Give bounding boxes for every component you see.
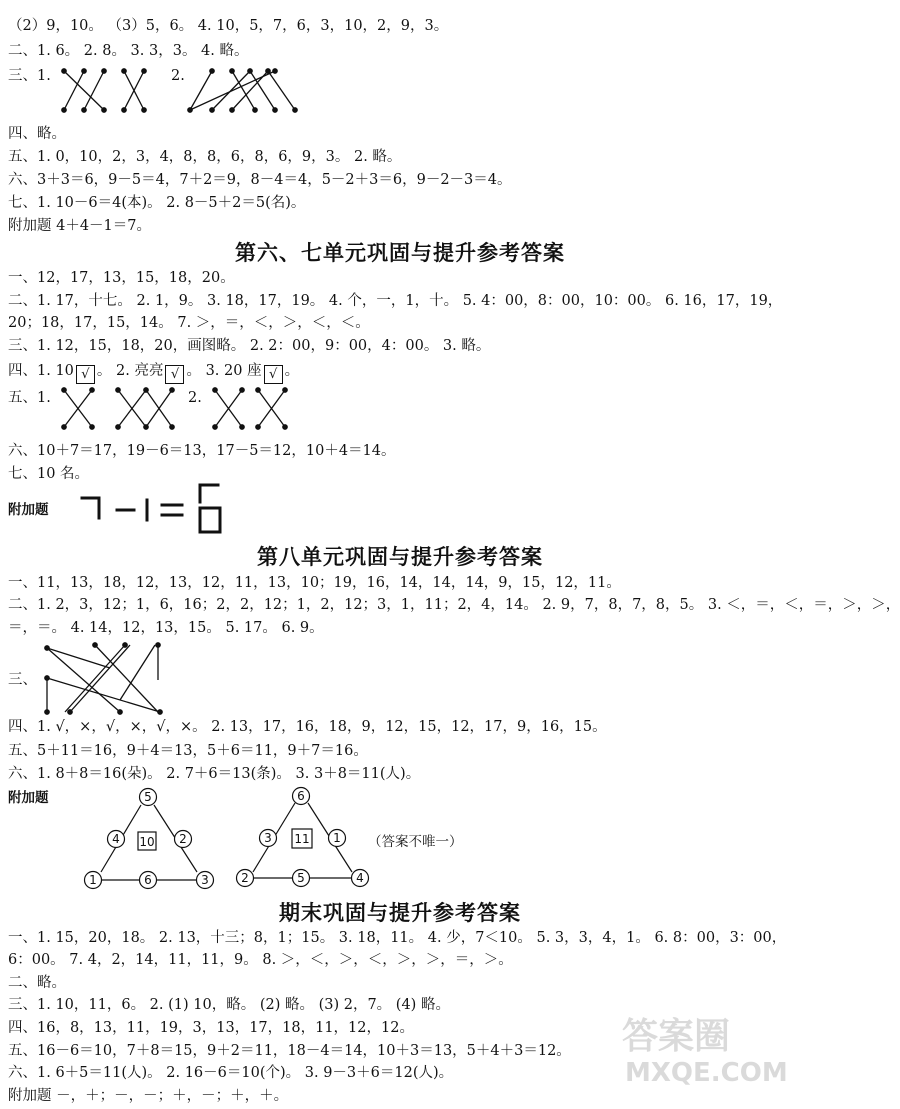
triangle-number: 2 [179,832,187,846]
triangle-number: 4 [112,832,120,846]
section-label: 2. [171,68,185,84]
triangle-number: 5 [297,871,305,885]
answer-line: 二、1. 6。 2. 8。 3. 3，3。 4. 略。 [8,43,249,59]
watermark-logo: 答案圈 [622,1016,731,1057]
watermark-url: MXQE.COM [625,1058,788,1088]
triangle-number: 1 [89,873,97,887]
answer-line: 三、1. 10，11，6。 2. (1) 10，略。 (2) 略。 (3) 2，7。 (4) 略。 [8,997,450,1013]
answer-line: 三、 [8,672,37,688]
triangle-number: 1 [333,831,341,845]
triangle-number: 4 [356,871,364,885]
answer-note: （答案不唯一） [368,834,463,850]
check-box: √ [165,365,184,384]
triangle-sum: 11 [294,832,310,846]
answer-line: 六、1. 8＋8＝16(朵)。 2. 7＋6＝13(条)。 3. 3＋8＝11(人)。 [8,766,421,782]
answer-line: 四、16，8，13，11，19，3，13，17，18，11，12，12。 [8,1020,414,1036]
section-label: 三、1. [8,68,51,84]
section-title: 第八单元巩固与提升参考答案 [257,544,543,569]
answer-line: 四、略。 [8,126,66,142]
answer-line: 三、1. 12，15，18，20，画图略。 2. 2：00，9：00，4：00。 3. 略。 [8,338,491,354]
answer-line: 二、1. 2，3，12；1，6，16；2，2，12；1，2，12；3，1，11；2，4，14。 2. 9，7，8，7，8，5。 3. ＜，＝，＜，＝，＞，＞， [8,597,900,613]
answer-line: 四、1. √，×，√，×，√，×。 2. 13，17，16，18，9，12，15，12，17，9，16，15。 [8,719,607,735]
triangle-number: 6 [297,789,305,803]
answer-line: 五、1. 0，10，2，3，4，8，8，6，8，6，9，3。 2. 略。 [8,149,402,165]
answer-text: 四、1. 10 [8,363,74,379]
answer-line: 6：00。 7. 4，2，14，11，11，9。 8. ＞，＜，＞，＜，＞，＞，＝，＞。 [8,952,513,968]
answer-line: 一、1. 15，20，18。 2. 13，十三；8，1；15。 3. 18，11。 4. 少，7＜10。 5. 3，3，4，1。 6. 8：00，3：00， [8,930,787,946]
answer-line: （2）9，10。 （3）5，6。 4. 10，5，7，6，3，10，2，9，3。 [8,18,449,34]
answer-line: ＝，＝。 4. 14，12，13，15。 5. 17。 6. 9。 [8,620,324,636]
answer-line: 20；18，17，15，14。 7. ＞，＝，＜，＞，＜，＜。 [8,315,370,331]
triangle-sum: 10 [139,835,155,849]
triangle-number: 2 [241,871,249,885]
triangle-number: 5 [144,790,152,804]
check-box: √ [264,365,283,384]
triangle-number: 3 [201,873,209,887]
answer-line: 附加题 －，＋；－，－；＋，－；＋，＋。 [8,1088,289,1104]
section-label: 五、1. [8,390,51,406]
answer-line: 二、略。 [8,975,66,991]
answer-line: 五、5＋11＝16，9＋4＝13，5＋6＝11，9＋7＝16。 [8,743,368,759]
section-title: 期末巩固与提升参考答案 [279,900,521,925]
answer-line: 七、1. 10－6＝4(本)。 2. 8－5＋2＝5(名)。 [8,195,306,211]
triangle-number: 6 [144,873,152,887]
answer-text: 。 [284,363,300,379]
answer-line: 七、10 名。 [8,466,90,482]
answer-text: 。 2. 亮亮 [96,363,164,379]
answer-line: 附加题 4＋4－1＝7。 [8,218,152,234]
section-label: 2. [188,390,202,406]
answer-line: 一、12，17，13，15，18，20。 [8,270,235,286]
section-title: 第六、七单元巩固与提升参考答案 [235,240,565,265]
answer-line: 六、3＋3＝6，9－5＝4，7＋2＝9，8－4＝4，5－2＋3＝6，9－2－3＝4。 [8,172,512,188]
answer-text: 。 3. 20 座 [186,363,262,379]
check-box: √ [76,365,95,384]
answer-line: 附加题 [8,502,49,518]
answer-line: 六、1. 6＋5＝11(人)。 2. 16－6＝10(个)。 3. 9－3＋6＝12(人)。 [8,1065,454,1081]
answer-line: 六、10＋7＝17，19－6＝13，17－5＝12，10＋4＝14。 [8,443,396,459]
answer-line: 附加题 [8,790,49,806]
answer-line: 一、11，13，18，12，13，12，11，13，10；19，16，14，14，14，9，15，12，11。 [8,575,621,591]
answer-line: 二、1. 17，十七。 2. 1，9。 3. 18，17，19。 4. 个，一，1，十。 5. 4：00，8：00，10：00。 6. 16，17，19， [8,293,783,309]
triangle-number: 3 [264,831,272,845]
answer-line: 五、16－6＝10，7＋8＝15，9＋2＝11，18－4＝14，10＋3＝13，5＋4＋3＝12。 [8,1043,571,1059]
